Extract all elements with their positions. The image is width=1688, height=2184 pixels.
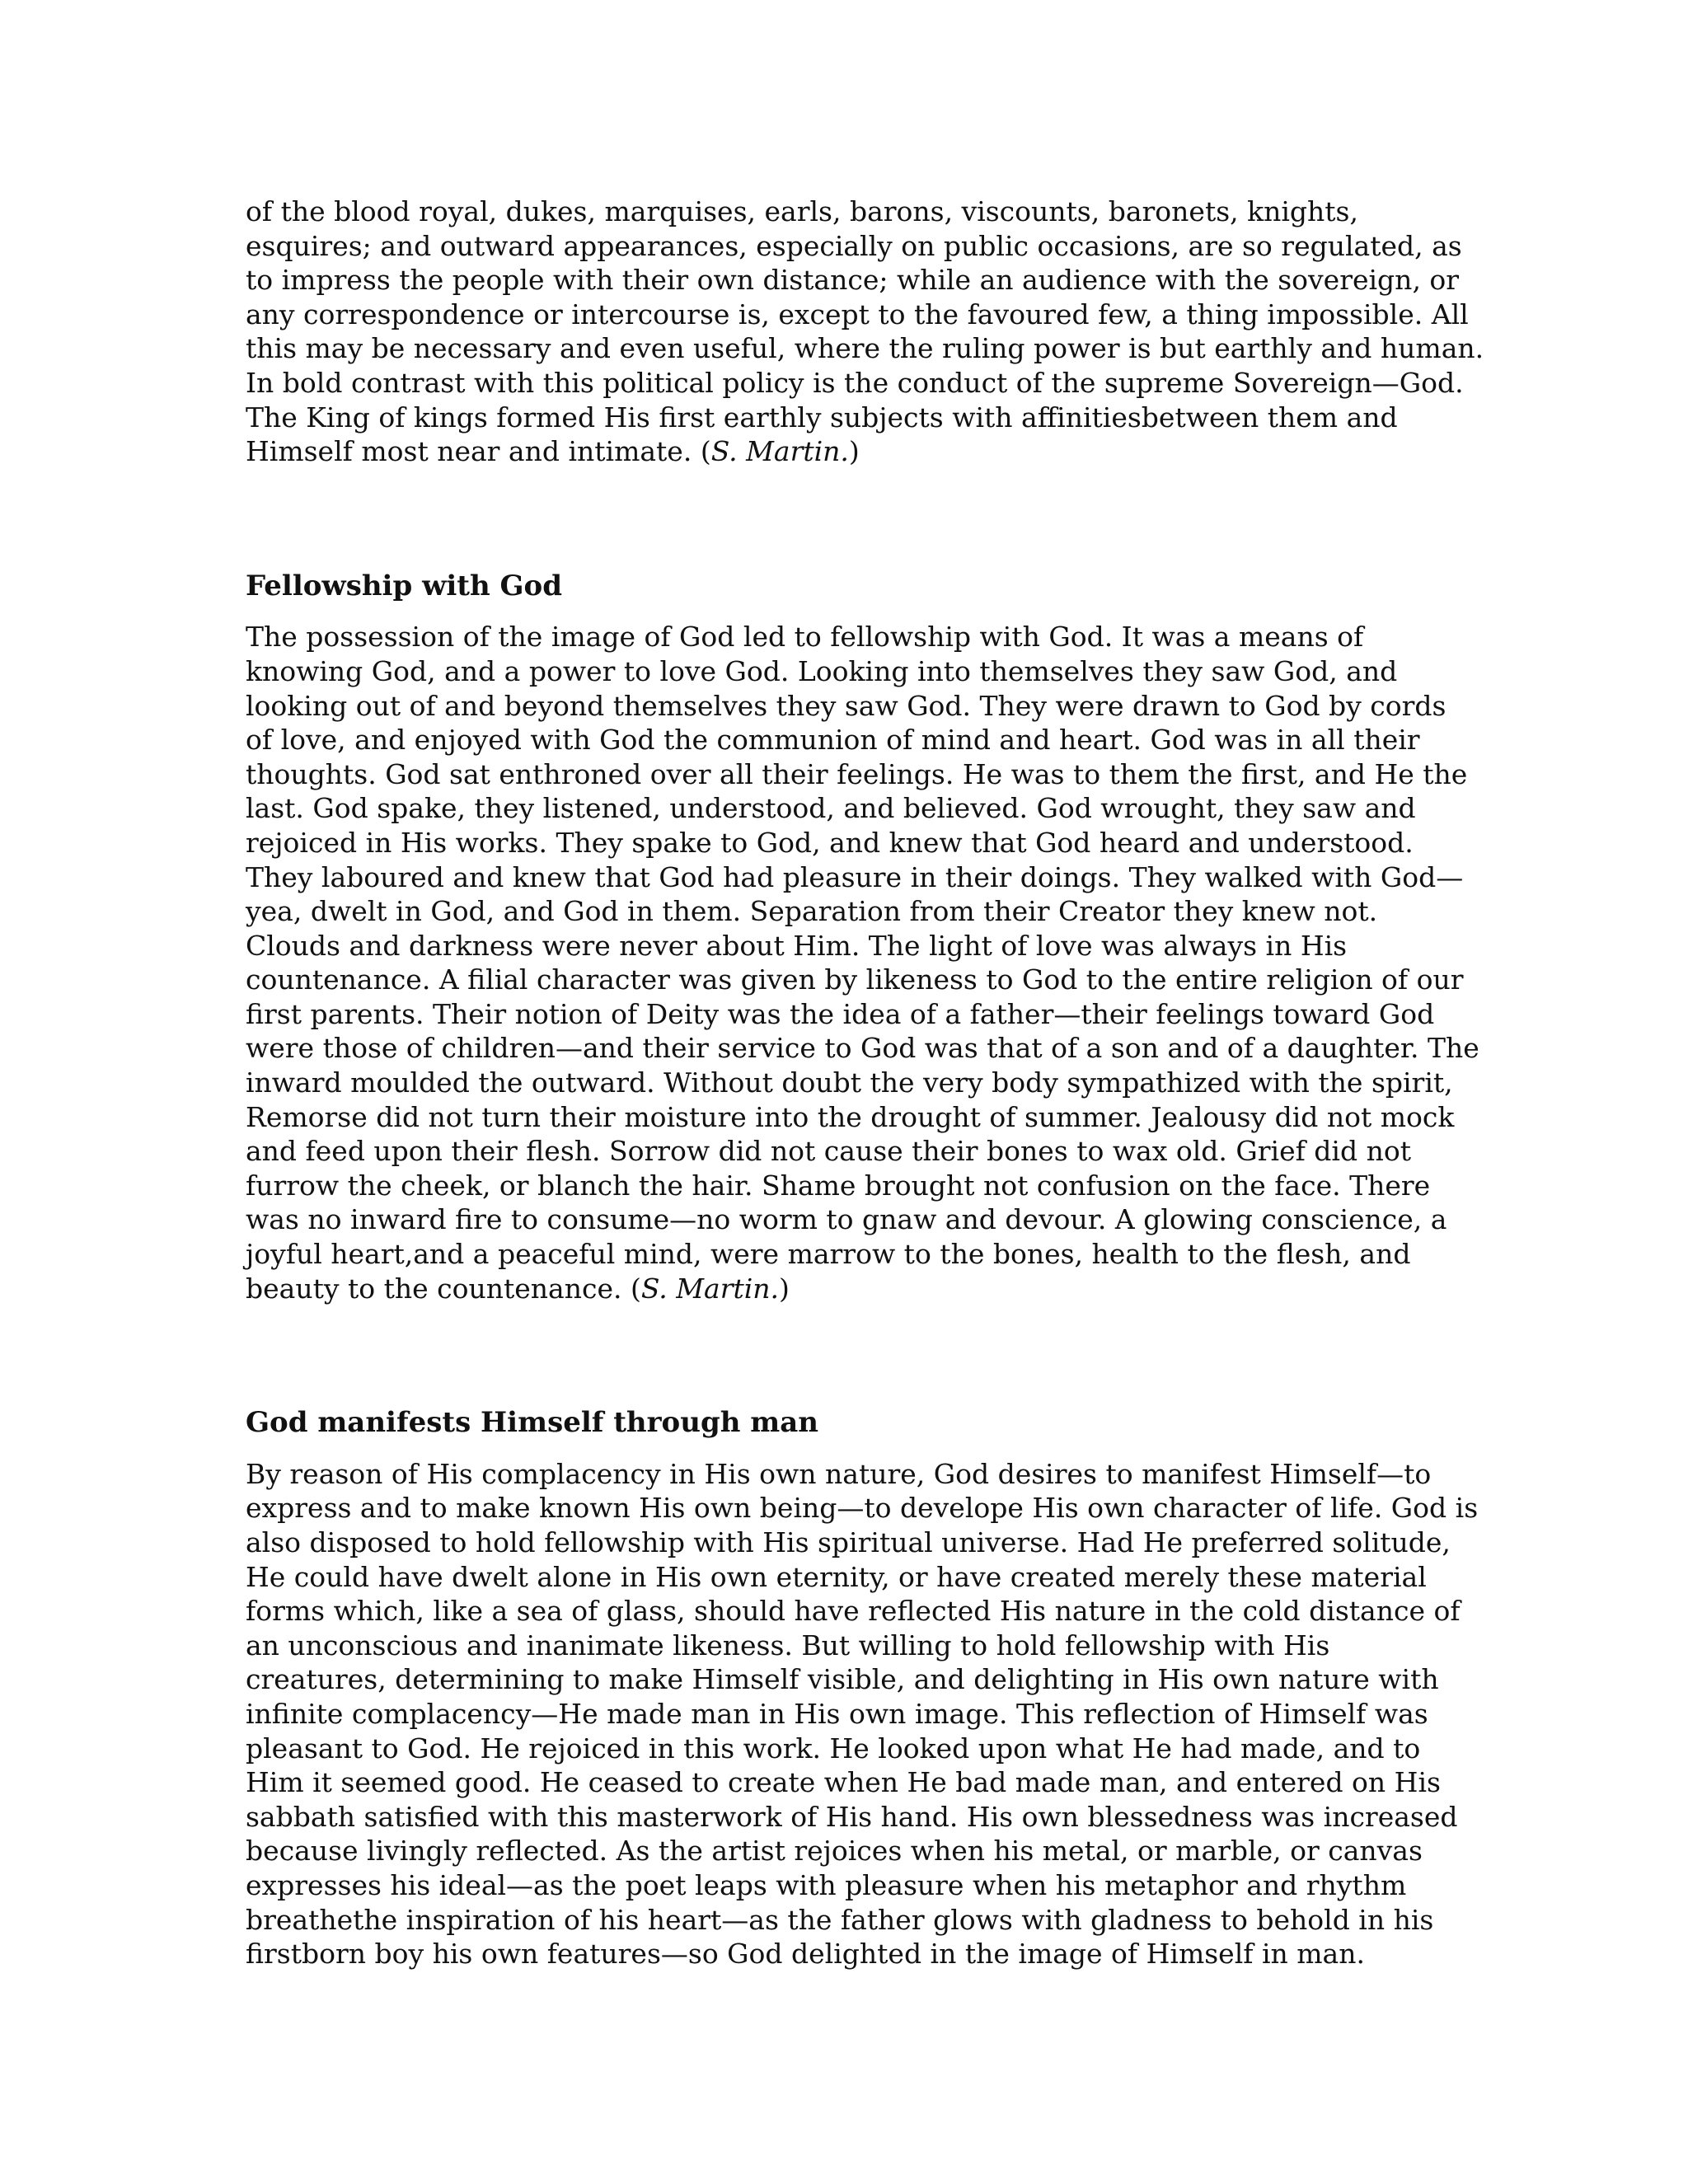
text-line: first parents. Their notion of Deity was the idea of a father—their feelings toward God [246,997,1435,1030]
text-line: In bold contrast with this political policy is the conduct of the supreme Sovereign—God. [246,366,1464,399]
text-line-citation [246,434,1449,469]
text-line: last. God spake, they listened, understood, and believed. God wrought, they saw and [246,792,1416,825]
text-line: this may be necessary and even useful, where the ruling power is but earthly and human. [246,332,1484,365]
text-line: The King of kings formed His first earthly subjects with affinitiesbetween them and [246,401,1398,434]
citation-prefix: beauty to the countenance. ( [246,1272,641,1305]
text-line: furrow the cheek, or blanch the hair. Shame brought not confusion on the face. There [246,1169,1431,1202]
text-line: yea, dwelt in God, and God in them. Separation from their Creator they knew not. [246,895,1378,928]
text-line: was no inward fire to consume—no worm to gnaw and devour. A glowing conscience, a [246,1203,1447,1236]
text-line: They laboured and knew that God had pleasure in their doings. They walked with God— [246,860,1464,893]
text-line: knowing God, and a power to love God. Looking into themselves they saw God, and [246,654,1398,687]
text-line-citation [246,1272,1449,1306]
text-line: rejoiced in His works. They spake to God, and knew that God heard and understood. [246,826,1414,859]
text-line: joyful heart,and a peaceful mind, were marrow to the bones, health to the flesh, and [246,1238,1411,1271]
text-line: countenance. A filial character was given by likeness to God to the entire religion of our [246,963,1464,996]
text-line: Clouds and darkness were never about Him. The light of love was always in His [246,929,1348,962]
text-line: firstborn boy his own features—so God delighted in the image of Himself in man. [246,1938,1365,1971]
section-spacer [246,1305,1449,1406]
citation-prefix: Himself most near and intimate. ( [246,435,711,468]
paragraph-intro [246,194,1484,469]
citation-suffix: ) [779,1272,790,1305]
paragraph-manifests [246,1457,1479,1971]
text-line: forms which, like a sea of glass, should have reflected His nature in the cold distance of [246,1595,1461,1628]
text-line: infinite complacency—He made man in His own image. This reflection of Himself was [246,1697,1428,1730]
section-heading-manifests: God manifests Himself through man [246,1406,819,1440]
document-page [246,194,1484,1971]
text-line: of love, and enjoyed with God the communion of mind and heart. God was in all their [246,724,1420,757]
text-line: any correspondence or intercourse is, except to the favoured few, a thing impossible. All [246,298,1469,330]
heading-spacer [246,603,1449,620]
section-spacer [246,469,1449,569]
text-line: were those of children—and their service to God was that of a son and of a daughter. The [246,1032,1479,1065]
text-line: of the blood royal, dukes, marquises, earls, barons, viscounts, baronets, knights, [246,195,1358,227]
text-line: Him it seemed good. He ceased to create when He bad made man, and entered on His [246,1766,1441,1799]
text-line: He could have dwelt alone in His own eternity, or have created merely these material [246,1560,1427,1593]
section-heading-fellowship: Fellowship with God [246,569,563,602]
citation-author: S. Martin. [640,1272,780,1305]
text-line: an unconscious and inanimate likeness. But willing to hold fellowship with His [246,1629,1330,1661]
text-line: By reason of His complacency in His own nature, God desires to manifest Himself—to [246,1457,1432,1490]
text-line: sabbath satisfied with this masterwork of His hand. His own blessedness was increased [246,1800,1458,1833]
text-line: looking out of and beyond themselves they saw God. They were drawn to God by cords [246,689,1447,722]
heading-spacer [246,1441,1449,1457]
text-line: pleasant to God. He rejoiced in this work. He looked upon what He had made, and to [246,1732,1421,1765]
text-line: Remorse did not turn their moisture into the drought of summer. Jealousy did not mock [246,1100,1455,1133]
text-line: breathethe inspiration of his heart—as the father glows with gladness to behold in his [246,1903,1434,1936]
citation-suffix: ) [848,435,860,468]
text-line: esquires; and outward appearances, especially on public occasions, are so regulated, as [246,229,1462,262]
text-line: because livingly reflected. As the artist rejoices when his metal, or marble, or canvas [246,1835,1423,1868]
text-line: expresses his ideal—as the poet leaps with pleasure when his metaphor and rhythm [246,1868,1407,1901]
text-line: and feed upon their flesh. Sorrow did not cause their bones to wax old. Grief did not [246,1135,1411,1168]
paragraph-fellowship [246,620,1479,1305]
text-line: inward moulded the outward. Without doubt the very body sympathized with the spirit, [246,1066,1453,1099]
text-line: to impress the people with their own distance; while an audience with the sovereign, or [246,264,1460,297]
text-line: also disposed to hold fellowship with His spiritual universe. Had He preferred solitude, [246,1526,1451,1558]
citation-author: S. Martin. [710,435,849,468]
text-line: express and to make known His own being—to develope His own character of life. God is [246,1492,1479,1525]
text-line: thoughts. God sat enthroned over all their feelings. He was to them the first, and He the [246,757,1468,790]
text-line: The possession of the image of God led to fellowship with God. It was a means of [246,621,1364,654]
text-line: creatures, determining to make Himself visible, and delighting in His own nature with [246,1663,1439,1696]
